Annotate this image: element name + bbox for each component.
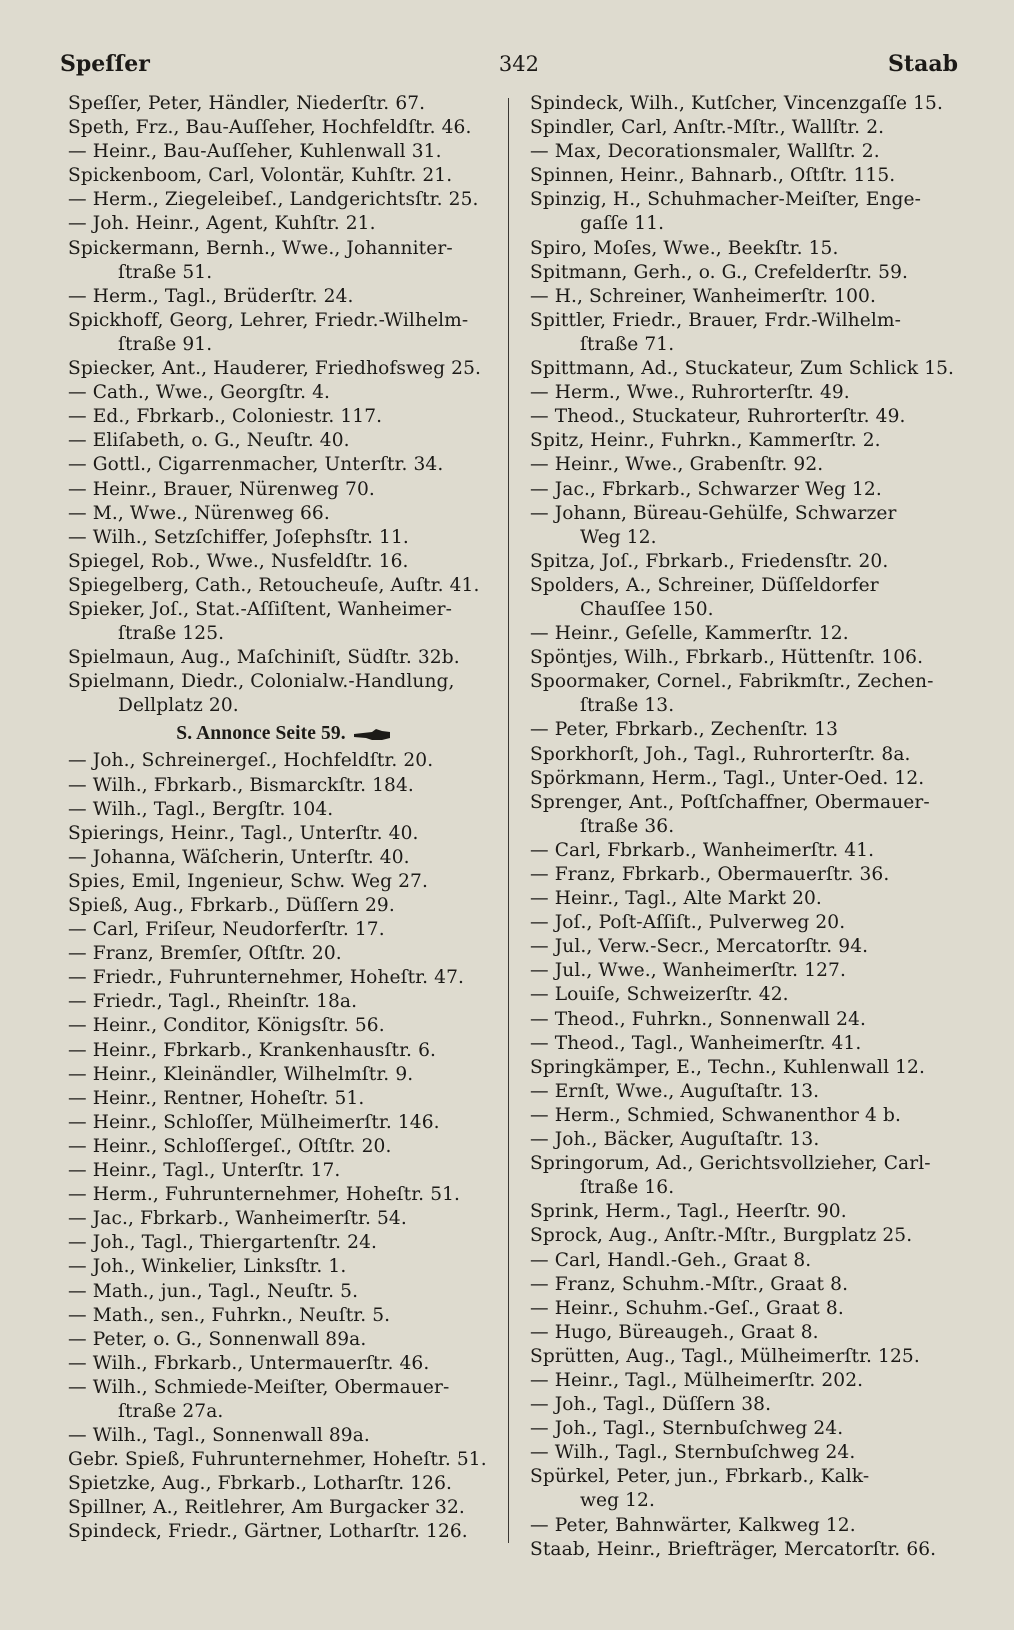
directory-entry xyxy=(68,1135,500,1159)
directory-entry xyxy=(530,574,962,598)
directory-entry xyxy=(530,309,962,333)
entry-text: ſtraße 125. xyxy=(118,623,225,645)
column-divider xyxy=(508,98,509,1543)
pointing-hand-icon xyxy=(352,728,392,742)
directory-entry xyxy=(530,1128,962,1152)
directory-entry xyxy=(530,1297,962,1321)
directory-entry xyxy=(68,1472,500,1496)
directory-entry xyxy=(68,405,500,429)
directory-entry xyxy=(530,670,962,694)
directory-entry xyxy=(68,116,500,140)
entry-text: — Joh., Tagl., Düſſern 38. xyxy=(530,1394,772,1416)
directory-entry xyxy=(68,574,500,598)
entry-text: Spindeck, Wilh., Kutſcher, Vincenzgaſſe 15. xyxy=(530,93,943,114)
entry-text: — Heinr., Schuhm.-Geſ., Graat 8. xyxy=(530,1297,844,1319)
entry-text: — Jul., Verw.-Secr., Mercatorſtr. 94. xyxy=(530,936,869,958)
entry-text: — Theod., Tagl., Wanheimerſtr. 41. xyxy=(530,1032,862,1054)
entry-text: — Joſ., Poſt-Aſſiſt., Pulverweg 20. xyxy=(530,912,846,934)
directory-entry xyxy=(68,1520,500,1544)
directory-entry xyxy=(68,749,500,773)
directory-entry xyxy=(68,1328,500,1352)
entry-text: — Heinr., Tagl., Unterſtr. 17. xyxy=(68,1160,341,1182)
entry-text: — Herm., Wwe., Ruhrorterſtr. 49. xyxy=(530,382,850,404)
header-right-word: Staab xyxy=(888,51,958,77)
directory-entry xyxy=(68,1014,500,1038)
entry-text: Spieker, Joſ., Stat.-Aſſiſtent, Wanheimer- xyxy=(68,598,452,620)
directory-entry xyxy=(530,285,962,309)
entry-text: Spiro, Moſes, Wwe., Beekſtr. 15. xyxy=(530,237,839,259)
entry-text: Sprink, Herm., Tagl., Heerſtr. 90. xyxy=(530,1201,847,1223)
directory-entry xyxy=(68,429,500,453)
directory-entry xyxy=(530,188,962,212)
directory-entry xyxy=(530,164,962,188)
entry-text: Spittmann, Ad., Stuckateur, Zum Schlick 15. xyxy=(530,358,955,380)
entry-text: Speſſer, Peter, Händler, Niederſtr. 67. xyxy=(68,93,426,114)
directory-entry xyxy=(68,1231,500,1255)
entry-text: — Wilh., Fbrkarb., Bismarckſtr. 184. xyxy=(68,774,414,796)
entry-text: Chauſſee 150. xyxy=(580,598,714,620)
entry-text: — Jac., Fbrkarb., Schwarzer Weg 12. xyxy=(530,478,882,500)
directory-entry xyxy=(530,743,962,767)
directory-entry xyxy=(530,429,962,453)
entry-text: ſtraße 36. xyxy=(580,815,675,837)
directory-entry xyxy=(530,116,962,140)
entry-text: — Heinr., Bau-Auſſeher, Kuhlenwall 31. xyxy=(68,141,442,163)
entry-text: — Max, Decorationsmaler, Wallſtr. 2. xyxy=(530,141,880,163)
directory-entry xyxy=(530,815,962,839)
directory-entry xyxy=(530,959,962,983)
entry-text: — Heinr., Kleinändler, Wilhelmſtr. 9. xyxy=(68,1063,414,1085)
entry-text: Dellplatz 20. xyxy=(118,695,239,717)
entry-text: Spiegel, Rob., Wwe., Nusfeldſtr. 16. xyxy=(68,550,409,572)
entry-text: ſtraße 16. xyxy=(580,1177,675,1199)
directory-entry xyxy=(530,1200,962,1224)
entry-text: — Peter, Bahnwärter, Kalkweg 12. xyxy=(530,1514,856,1536)
entry-text: — Heinr., Schloſſer, Mülheimerſtr. 146. xyxy=(68,1111,440,1133)
entry-text: — Jac., Fbrkarb., Wanheimerſtr. 54. xyxy=(68,1208,407,1230)
directory-entry xyxy=(68,774,500,798)
directory-entry xyxy=(68,188,500,212)
directory-entry xyxy=(68,309,500,333)
directory-entry xyxy=(68,1496,500,1520)
entry-text: — Heinr., Schloſſergeſ., Oſtſtr. 20. xyxy=(68,1135,392,1157)
directory-entry xyxy=(530,212,962,236)
directory-entry xyxy=(530,1056,962,1080)
directory-entry xyxy=(530,1321,962,1345)
entry-text: — Heinr., Tagl., Alte Markt 20. xyxy=(530,888,822,910)
entry-text: Spietzke, Aug., Fbrkarb., Lotharſtr. 126. xyxy=(68,1473,453,1495)
directory-entry xyxy=(68,694,500,718)
entry-text: — Heinr., Rentner, Hoheſtr. 51. xyxy=(68,1087,365,1109)
directory-entry xyxy=(68,894,500,918)
entry-text: — Math., jun., Tagl., Neuſtr. 5. xyxy=(68,1280,359,1302)
directory-entry xyxy=(68,846,500,870)
directory-entry xyxy=(530,550,962,574)
entry-text: — Wilh., Tagl., Sonnenwall 89a. xyxy=(68,1425,370,1447)
entry-text: — Hugo, Büreaugeh., Graat 8. xyxy=(530,1321,819,1343)
directory-entry xyxy=(68,381,500,405)
entry-text: Spiecker, Ant., Hauderer, Friedhofsweg 25. xyxy=(68,358,482,380)
entry-text: Speth, Frz., Bau-Auſſeher, Hochfeldſtr. 46. xyxy=(68,117,472,139)
directory-entry xyxy=(530,791,962,815)
directory-entry xyxy=(530,261,962,285)
directory-entry xyxy=(530,646,962,670)
entry-text: Spierings, Heinr., Tagl., Unterſtr. 40. xyxy=(68,822,419,844)
entry-text: Spielmaun, Aug., Maſchiniſt, Südſtr. 32b. xyxy=(68,647,460,669)
entry-text: — Theod., Fuhrkn., Sonnenwall 24. xyxy=(530,1008,866,1030)
directory-entry xyxy=(530,718,962,742)
directory-entry xyxy=(68,1039,500,1063)
directory-entry xyxy=(530,767,962,791)
entry-text: Sporkhorſt, Joh., Tagl., Ruhrorterſtr. 8a. xyxy=(530,743,911,765)
directory-entry xyxy=(68,598,500,622)
directory-entry xyxy=(530,911,962,935)
entry-text: Gebr. Spieß, Fuhrunternehmer, Hoheſtr. 51. xyxy=(68,1449,487,1471)
directory-entry xyxy=(68,918,500,942)
directory-entry xyxy=(530,598,962,622)
entry-text: — Joh. Heinr., Agent, Kuhſtr. 21. xyxy=(68,213,376,235)
entry-text: Spitz, Heinr., Fuhrkn., Kammerſtr. 2. xyxy=(530,430,881,452)
directory-entry xyxy=(68,1183,500,1207)
directory-entry xyxy=(68,237,500,261)
entry-text: Spürkel, Peter, jun., Fbrkarb., Kalk- xyxy=(530,1466,870,1488)
directory-entry xyxy=(68,622,500,646)
directory-entry xyxy=(530,357,962,381)
entry-text: — Carl, Friſeur, Neudorferſtr. 17. xyxy=(68,919,385,941)
directory-entry xyxy=(530,1345,962,1369)
directory-entry xyxy=(68,478,500,502)
entry-text: — Louiſe, Schweizerſtr. 42. xyxy=(530,984,789,1006)
directory-entry xyxy=(68,966,500,990)
entry-text: — Ed., Fbrkarb., Coloniestr. 117. xyxy=(68,406,383,428)
entry-text: — Johanna, Wäſcherin, Unterſtr. 40. xyxy=(68,846,410,868)
directory-entry xyxy=(530,1176,962,1200)
entry-text: — Herm., Schmied, Schwanenthor 4 b. xyxy=(530,1104,901,1126)
directory-entry xyxy=(68,1087,500,1111)
entry-text: Spittler, Friedr., Brauer, Frdr.-Wilhelm- xyxy=(530,309,901,331)
directory-entry xyxy=(68,870,500,894)
entry-text: — Heinr., Brauer, Nürenweg 70. xyxy=(68,478,375,500)
directory-entry xyxy=(530,1393,962,1417)
entry-text: — Jul., Wwe., Wanheimerſtr. 127. xyxy=(530,960,846,982)
directory-entry xyxy=(530,333,962,357)
entry-text: Spinzig, H., Schuhmacher-Meiſter, Enge- xyxy=(530,189,921,211)
directory-entry xyxy=(530,1104,962,1128)
entry-text: — Joh., Winkelier, Linksſtr. 1. xyxy=(68,1256,347,1278)
entry-text: Weg 12. xyxy=(580,526,657,548)
entry-text: — Eliſabeth, o. G., Neuſtr. 40. xyxy=(68,430,350,452)
entry-text: Staab, Heinr., Briefträger, Mercatorſtr. 66. xyxy=(530,1538,937,1560)
directory-entry xyxy=(530,935,962,959)
directory-entry xyxy=(530,1417,962,1441)
entry-text: — Herm., Tagl., Brüderſtr. 24. xyxy=(68,285,354,307)
directory-entry xyxy=(530,622,962,646)
entry-text: — Peter, Fbrkarb., Zechenſtr. 13 xyxy=(530,719,839,741)
directory-entry xyxy=(68,140,500,164)
directory-entry xyxy=(530,1032,962,1056)
directory-entry xyxy=(68,990,500,1014)
directory-entry xyxy=(530,1514,962,1538)
directory-entry xyxy=(530,1273,962,1297)
directory-entry xyxy=(68,822,500,846)
entry-text: Spörkmann, Herm., Tagl., Unter-Oed. 12. xyxy=(530,767,925,789)
entry-text: Spillner, A., Reitlehrer, Am Burgacker 32. xyxy=(68,1497,465,1519)
directory-entry xyxy=(68,1376,500,1400)
directory-entry xyxy=(530,1080,962,1104)
entry-text: Spickermann, Bernh., Wwe., Johanniter- xyxy=(68,237,453,259)
directory-entry xyxy=(68,798,500,822)
entry-text: Sprock, Aug., Anſtr.-Mſtr., Burgplatz 25. xyxy=(530,1225,913,1247)
directory-entry xyxy=(530,863,962,887)
entry-text: — Wilh., Tagl., Bergſtr. 104. xyxy=(68,798,334,820)
entry-text: — Friedr., Tagl., Rheinſtr. 18a. xyxy=(68,991,358,1013)
entry-text: — M., Wwe., Nürenweg 66. xyxy=(68,502,330,524)
directory-entry xyxy=(68,1255,500,1279)
directory-entry xyxy=(530,839,962,863)
entry-text: — Wilh., Setzſchiffer, Joſephsſtr. 11. xyxy=(68,526,409,548)
left-column xyxy=(68,92,500,1545)
directory-entry xyxy=(68,1207,500,1231)
directory-entry xyxy=(530,140,962,164)
entry-text: — Heinr., Conditor, Königsſtr. 56. xyxy=(68,1015,385,1037)
directory-entry xyxy=(530,92,962,116)
entry-text: Spies, Emil, Ingenieur, Schw. Weg 27. xyxy=(68,870,429,892)
directory-entry xyxy=(530,1224,962,1248)
directory-entry xyxy=(68,92,500,116)
entry-text: — Joh., Schreinergeſ., Hochfeldſtr. 20. xyxy=(68,750,434,772)
directory-entry xyxy=(530,1152,962,1176)
entry-text: — Herm., Fuhrunternehmer, Hoheſtr. 51. xyxy=(68,1184,461,1206)
directory-entry xyxy=(530,405,962,429)
directory-entry xyxy=(530,478,962,502)
entry-text: — Joh., Tagl., Sternbuſchweg 24. xyxy=(530,1418,844,1440)
entry-text: — Carl, Handl.-Geh., Graat 8. xyxy=(530,1249,812,1271)
directory-entry xyxy=(530,526,962,550)
directory-entry xyxy=(68,357,500,381)
entry-text: gaſſe 11. xyxy=(580,213,665,235)
entry-text: Spickenboom, Carl, Volontär, Kuhſtr. 21. xyxy=(68,165,453,187)
entry-text: — H., Schreiner, Wanheimerſtr. 100. xyxy=(530,285,876,307)
entry-text: — Heinr., Geſelle, Kammerſtr. 12. xyxy=(530,623,849,645)
entry-text: Sprenger, Ant., Poſtſchaffner, Obermauer- xyxy=(530,791,930,813)
entry-text: Springorum, Ad., Gerichtsvollzieher, Carl- xyxy=(530,1153,931,1175)
directory-entry xyxy=(68,646,500,670)
entry-text: Spoormaker, Cornel., Fabrikmſtr., Zechen- xyxy=(530,671,934,693)
entry-text: ſtraße 27a. xyxy=(118,1400,224,1422)
directory-entry xyxy=(530,1008,962,1032)
entry-text: — Herm., Ziegeleibeſ., Landgerichtsſtr. 25. xyxy=(68,189,479,211)
directory-entry xyxy=(68,1111,500,1135)
entry-text: — Joh., Tagl., Thiergartenſtr. 24. xyxy=(68,1232,378,1254)
directory-entry xyxy=(530,502,962,526)
entry-text: Spitmann, Gerh., o. G., Crefelderſtr. 59. xyxy=(530,261,909,283)
entry-text: — Franz, Fbrkarb., Obermauerſtr. 36. xyxy=(530,864,890,885)
entry-text: weg 12. xyxy=(580,1490,656,1512)
directory-entry xyxy=(68,550,500,574)
page-header xyxy=(60,44,958,84)
entry-text: — Ernſt, Wwe., Auguſtaſtr. 13. xyxy=(530,1080,820,1102)
directory-entry xyxy=(530,237,962,261)
directory-entry xyxy=(68,1159,500,1183)
entry-text: — Carl, Fbrkarb., Wanheimerſtr. 41. xyxy=(530,839,875,861)
directory-entry xyxy=(68,164,500,188)
directory-entry xyxy=(530,1465,962,1489)
entry-text: — Peter, o. G., Sonnenwall 89a. xyxy=(68,1328,367,1350)
directory-entry xyxy=(68,942,500,966)
entry-text: Spieß, Aug., Fbrkarb., Düſſern 29. xyxy=(68,895,395,916)
directory-entry xyxy=(68,453,500,477)
directory-entry xyxy=(68,1400,500,1424)
directory-entry xyxy=(68,670,500,694)
entry-text: ſtraße 71. xyxy=(580,333,675,355)
directory-entry xyxy=(530,1489,962,1513)
entry-text: Springkämper, E., Techn., Kuhlenwall 12. xyxy=(530,1056,926,1078)
directory-entry xyxy=(68,1280,500,1304)
directory-entry xyxy=(68,285,500,309)
entry-text: — Heinr., Tagl., Mülheimerſtr. 202. xyxy=(530,1369,864,1391)
directory-entry xyxy=(68,212,500,236)
entry-text: — Theod., Stuckateur, Ruhrorterſtr. 49. xyxy=(530,406,906,428)
entry-text: — Heinr., Wwe., Grabenſtr. 92. xyxy=(530,454,824,476)
directory-entry xyxy=(530,694,962,718)
entry-text: — Franz, Bremſer, Oſtſtr. 20. xyxy=(68,943,342,965)
entry-text: Spielmann, Diedr., Colonialw.-Handlung, xyxy=(68,671,455,693)
entry-text: — Johann, Büreau-Gehülfe, Schwarzer xyxy=(530,502,897,524)
directory-entry xyxy=(68,502,500,526)
entry-text: Spitza, Joſ., Fbrkarb., Friedensſtr. 20. xyxy=(530,550,889,572)
entry-text: ſtraße 91. xyxy=(118,333,213,355)
directory-entry xyxy=(530,983,962,1007)
entry-text: — Wilh., Fbrkarb., Untermauerſtr. 46. xyxy=(68,1352,430,1374)
entry-text: ſtraße 51. xyxy=(118,261,213,283)
entry-text: — Math., sen., Fuhrkn., Neuſtr. 5. xyxy=(68,1304,391,1326)
directory-entry xyxy=(68,1352,500,1376)
entry-text: — Gottl., Cigarrenmacher, Unterſtr. 34. xyxy=(68,454,444,476)
directory-entry xyxy=(68,1448,500,1472)
entry-text: Sprütten, Aug., Tagl., Mülheimerſtr. 125. xyxy=(530,1345,920,1367)
entry-text: S. Annonce Seite 59. xyxy=(176,723,346,745)
directory-entry xyxy=(68,1063,500,1087)
directory-entry xyxy=(530,1369,962,1393)
page-number: 342 xyxy=(498,52,539,76)
directory-entry xyxy=(68,1424,500,1448)
entry-text: Spickhoff, Georg, Lehrer, Friedr.-Wilhelm- xyxy=(68,309,469,331)
directory-entry xyxy=(68,333,500,357)
right-column xyxy=(530,92,962,1562)
annonce-reference xyxy=(68,721,500,747)
entry-text: Spindler, Carl, Anſtr.-Mſtr., Wallſtr. 2. xyxy=(530,117,885,139)
directory-entry xyxy=(530,381,962,405)
entry-text: — Franz, Schuhm.-Mſtr., Graat 8. xyxy=(530,1273,849,1295)
directory-entry xyxy=(68,1304,500,1328)
entry-text: — Joh., Bäcker, Auguſtaſtr. 13. xyxy=(530,1129,820,1151)
directory-entry xyxy=(530,453,962,477)
entry-text: ſtraße 13. xyxy=(580,695,675,717)
entry-text: — Wilh., Tagl., Sternbuſchweg 24. xyxy=(530,1442,856,1464)
entry-text: Spöntjes, Wilh., Fbrkarb., Hüttenſtr. 106. xyxy=(530,647,924,669)
entry-text: — Cath., Wwe., Georgſtr. 4. xyxy=(68,382,331,404)
directory-entry xyxy=(530,1538,962,1562)
entry-text: — Heinr., Fbrkarb., Krankenhausſtr. 6. xyxy=(68,1039,437,1061)
directory-entry xyxy=(68,526,500,550)
entry-text: Spindeck, Friedr., Gärtner, Lotharſtr. 126. xyxy=(68,1521,468,1543)
directory-entry xyxy=(530,1441,962,1465)
header-left-word: Speſſer xyxy=(60,51,150,77)
entry-text: Spolders, A., Schreiner, Düſſeldorfer xyxy=(530,574,879,596)
entry-text: — Friedr., Fuhrunternehmer, Hoheſtr. 47. xyxy=(68,967,465,989)
entry-text: — Wilh., Schmiede-Meiſter, Obermauer- xyxy=(68,1376,450,1398)
directory-entry xyxy=(68,261,500,285)
entry-text: Spinnen, Heinr., Bahnarb., Oſtſtr. 115. xyxy=(530,165,896,187)
directory-entry xyxy=(530,887,962,911)
directory-entry xyxy=(530,1249,962,1273)
entry-text: Spiegelberg, Cath., Retoucheuſe, Auſtr. 41. xyxy=(68,574,480,596)
